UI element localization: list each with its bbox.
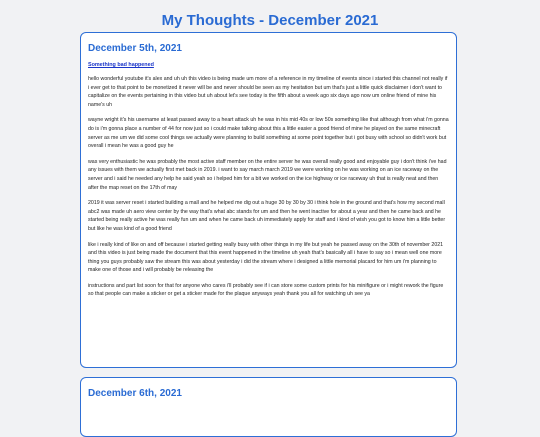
entry-paragraph: hello wonderful youtube it's alex and uh uh this video is being made um more of a reference in my timeline of events since i started this channel not really if i ever get to that point to be monetized it never will be and never should be seen as my hesitation but um that's just a little quick disclaimer i don't want to capitalize on the events pertaining in this video but uh about let's see today is the fifth about a week ago six days ago now um online friend of mine his name's uh — [88, 76, 448, 108]
page-title: My Thoughts - December 2021 — [161, 12, 379, 29]
entry-paragraph: 2019 it was server reset i started building a mall and he helped me dig out a huge 30 by 30 by 30 i think hole in the ground and that's how my second mall abc2 was made uh aero view center by the way that's what abc stands for um and then he went inactive for about a year and then he came back and he started being really active he was really fun um and when he came back uh immediately apply for staff and i kind of wish you got to know him a little better but like he was kind of a good friend — [88, 200, 446, 232]
entry-paragraph: instructions and part list soon for that for anyone who cares i'll probably see if i can store some custom prints for his minifigure or i might rework the figure so that people can make a sticker or get a sticker made for the plaque anyways yeah thank you all for watching uh see ya — [88, 282, 444, 298]
entry-paragraph: was very enthusiastic he was probably the most active staff member on the entire server he was overall really good and enjoyable guy i don't think i've had any issues with them we actually first met back in 2019. i want to say march march 2019 we were working on he was working on an ice raceway on the server and i said he needed any help he said yeah so i helped him for a bit we worked on the ice highway or ice raceway uh that is really neat and then after the map reset on the 17th of may — [88, 158, 447, 191]
journal-entry — [80, 377, 457, 437]
entry-date: December 5th, 2021 — [88, 43, 182, 54]
journal-entry — [80, 32, 457, 368]
entry-paragraph: wayne wright it's his username at least passed away to a heart attack uh he was in his mid 40s or low 50s something like that although from what i'm gonna do is i'm gonna place a number of 44 for now just so i could make talking about this a little easier a good friend of mine he played on the same minecraft server as me um we did some cool things we actually were planning to build something at some point together but i got busy with school so didn't work but overall i mean he was a good guy he — [88, 117, 449, 150]
entry-title-link[interactable]: Something bad happened — [88, 62, 154, 68]
entry-date: December 6th, 2021 — [88, 388, 182, 399]
entry-paragraph: like i really kind of like on and off because i started getting really busy with other things in my life but yeah he passed away on the 30th of november 2021 and this video is just being made the document that this event happened in the timeline uh yeah that's basically all i have to say so i mean well one more thing you guys probably saw the stream this was about yesterday i did the stream where i designed a little memorial placard for him um i'm planning to make one of those and i will probably be releasing the — [88, 241, 444, 274]
